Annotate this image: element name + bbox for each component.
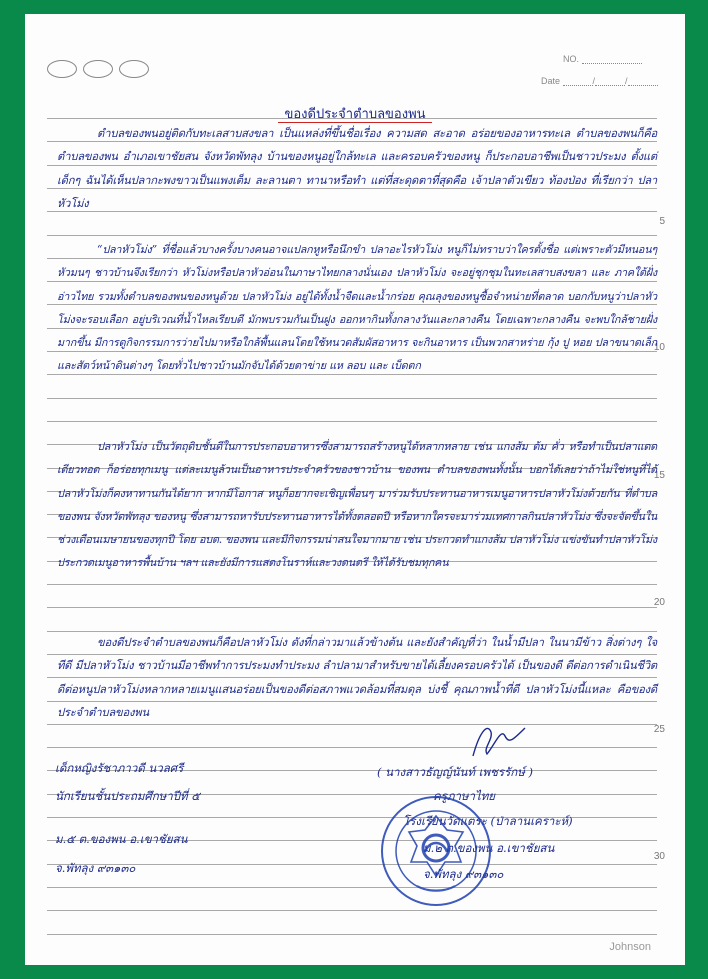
date-sep: / bbox=[625, 76, 628, 86]
teacher-name: ( นางสาวธัญญ์นันท์ เพชรรักษ์ ) bbox=[377, 765, 533, 779]
school-seal-stamp bbox=[377, 792, 495, 910]
ruled-line bbox=[47, 607, 657, 608]
line-number: 30 bbox=[653, 851, 665, 862]
notebook-brand: Johnson bbox=[609, 941, 651, 953]
binder-holes bbox=[47, 60, 149, 78]
notebook-page bbox=[25, 14, 685, 965]
ruled-line bbox=[47, 934, 657, 935]
essay-paragraph: ปลาหัวโม่ง เป็นวัตถุดิบชั้นดีในการประกอบอาหารซึ่งสามารถสร้างหนูได้หลากหลาย เช่น แกงส้ม ต้ม คั่ว หรือทำเป็นปลาแดดเดียวทอด ก็อร่อยทุกเมนู แต่ละเมนูล้วนเป็นอาหารประจำครัวของชาวบ้าน ของพน ตำบลของพนทั้งนั้น บอกได้เลยว่าถ้าไม่ใช่หนูที่ได้ปลาหัวโม่งก็คงหาทานกันได้ยาก หากมีโอกาส หนูก็อยากจะเชิญเพื่อนๆ มาร่วมรับประทานอาหารเมนูอาหารปลาหัวโม่งด้วยกัน ที่ตำบลของพน จังหวัดพัทลุง ของหนู ซึ่งสามารถหารับประทานอาหารได้ทั้งตลอดปี หรือหากใครจะมาร่วมเทศกาลกินปลาหัวโม่ง ซึ่งจะจัดขึ้นในช่วงเดือนเมษายนของทุกปี โดย อบต. ของพน และมีกิจกรรมน่าสนใจมากมาย เช่น ประกวดทำแกงส้ม ปลาหัวโม่ง แข่งขันทำปลาหัวโม่ง ประกวดเมนูอาหารพื้นบ้าน ฯลฯ และยังมีการแสดงโนราห์และวงดนตรี ให้ได้รับชมทุกคน bbox=[57, 440, 657, 570]
binder-hole bbox=[83, 60, 113, 78]
school-address-line2: จ.พัทลุง ๙๓๑๓๐ bbox=[423, 867, 504, 881]
author-name: เด็กหญิงรัชาภาวดี นวลศรี bbox=[55, 761, 184, 775]
date-label: Date bbox=[541, 76, 561, 86]
line-number: 5 bbox=[659, 216, 665, 227]
ruled-line bbox=[47, 584, 657, 585]
ruled-line bbox=[47, 910, 657, 911]
teacher-signature bbox=[465, 714, 535, 764]
line-number: 25 bbox=[653, 724, 665, 735]
essay-paragraph: “ปลาหัวโม่ง” ที่ชื่อแล้วบางครั้งบางคนอาจแปลกหูหรือนึกขำ ปลาอะไรหัวโม่ง หนูก็ไม่ทราบว่าใครตั้งชื่อ แต่เพราะตัวมีหนอนๆ หัวมนๆ ชาวบ้านจึงเรียกว่า หัวโม่งหรือปลาหัวอ่อนในภาษาไทยกลางนั่นเอง ปลาหัวโม่ง จะอยู่ชุกชุมในทะเลสาบสงขลา และ ภาคใต้ฝั่งอ่าวไทย รวมทั้งตำบลของพนของหนูด้วย ปลาหัวโม่ง อยู่ได้ทั้งน้ำจืดและน้ำกร่อย คุณลุงของหนูซื้อจำหน่ายที่ตลาด บอกกับหนูว่าปลาหัวโม่งจะรอบเลือก อยู่บริเวณที่น้ำไหลเรียบดี มักพบรวมกันเป็นฝูง ออกหากินทั้งกลางวันและกลางคืน โดยเฉพาะกลางคืน จะพบใกล้ชายฝั่งมากขึ้น มีการดูกิจกรรมการว่ายไปมาหรือใกล้พื้นแลนโดยใช้หนวดสัมผัสอาหาร จะกินอาหาร เป็นพวกสาหร่าย กุ้ง ปู หอย ปลาขนาดเล็ก และสัตว์หน้าดินต่างๆ โดยทั่วไปชาวบ้านมักจับได้ด้วยตาข่าย แห ลอบ และ เบ็ดตก bbox=[57, 243, 657, 373]
date-field bbox=[541, 76, 658, 86]
date-sep: / bbox=[592, 76, 596, 86]
author-class: นักเรียนชั้นประถมศึกษาปีที่ ๕ bbox=[55, 789, 200, 803]
line-number: 20 bbox=[653, 597, 665, 608]
essay-paragraph: ตำบลของพนอยู่ติดกับทะเลสาบสงขลา เป็นแหล่งที่ขึ้นชื่อเรื่อง ความสด สะอาด อร่อยของอาหารทะเล ตำบลของพนก็คือ ตำบลของพน อำเภอเขาชัยสน จังหวัดพัทลุง บ้านของหนูอยู่ใกล้ทะเล และครอบครัวของหนู ก็ประกอบอาชีพเป็นชาวประมง ตั้งแต่เด็กๆ ฉันได้เห็นปลากะพงขาวเป็นแพงเต็ม ละลานตา ทานาหรือทำ แต่ที่สะดุดตาที่สุดคือ เจ้าปลาตัวเขียว ท้องป่อง ที่เรียกว่า ปลาหัวโม่ง bbox=[57, 127, 657, 210]
page-number-field bbox=[563, 54, 642, 64]
essay-paragraph: ของดีประจำตำบลของพนก็คือปลาหัวโม่ง ดังที่กล่าวมาแล้วข้างต้น และยังสำคัญที่ว่า ในน้ำมีปลา ในนามีข้าว สิ่งต่างๆ ใจทีดี มีปลาหัวโม่ง ชาวบ้านมีอาชีพทำการประมงทำประมง ลำปลามาสำหรับขายได้เลี้ยงครอบครัวได้ เป็นของดี ดีต่อการดำเนินชีวิต ดีต่อหนูปลาหัวโม่งหลากหลายเมนูแสนอร่อยเป็นของดีต่อสภาพแวดล้อมที่สมดุล บ่งชี้ คุณภาพน้ำที่ดี ปลาหัวโม่งนี้แหละ คือของดีประจำตำบลของพน bbox=[57, 636, 657, 719]
line-number: 10 bbox=[653, 342, 665, 353]
binder-hole bbox=[119, 60, 149, 78]
binder-hole bbox=[47, 60, 77, 78]
ruled-line bbox=[47, 421, 657, 422]
ruled-line bbox=[47, 398, 657, 399]
school-address-line1: ม.๒ ต.ของพน อ.เขาชัยสน bbox=[423, 841, 555, 855]
essay-title: ของดีประจำตำบลของพน bbox=[25, 103, 685, 124]
ruled-line bbox=[47, 235, 657, 236]
teacher-role: ครูภาษาไทย bbox=[433, 789, 496, 803]
ruled-line bbox=[47, 747, 657, 748]
author-address-line2: จ.พัทลุง ๙๓๑๓๐ bbox=[55, 861, 136, 875]
line-number: 15 bbox=[653, 470, 665, 481]
ruled-line bbox=[47, 864, 657, 865]
no-label: NO. bbox=[563, 54, 580, 64]
author-address-line1: ม.๕ ต.ของพน อ.เขาชัยสน bbox=[55, 832, 188, 846]
ruled-line bbox=[47, 887, 657, 888]
school-name: โรงเรียนวัดแตระ (ป่าลานเคราะห์) bbox=[403, 814, 573, 828]
